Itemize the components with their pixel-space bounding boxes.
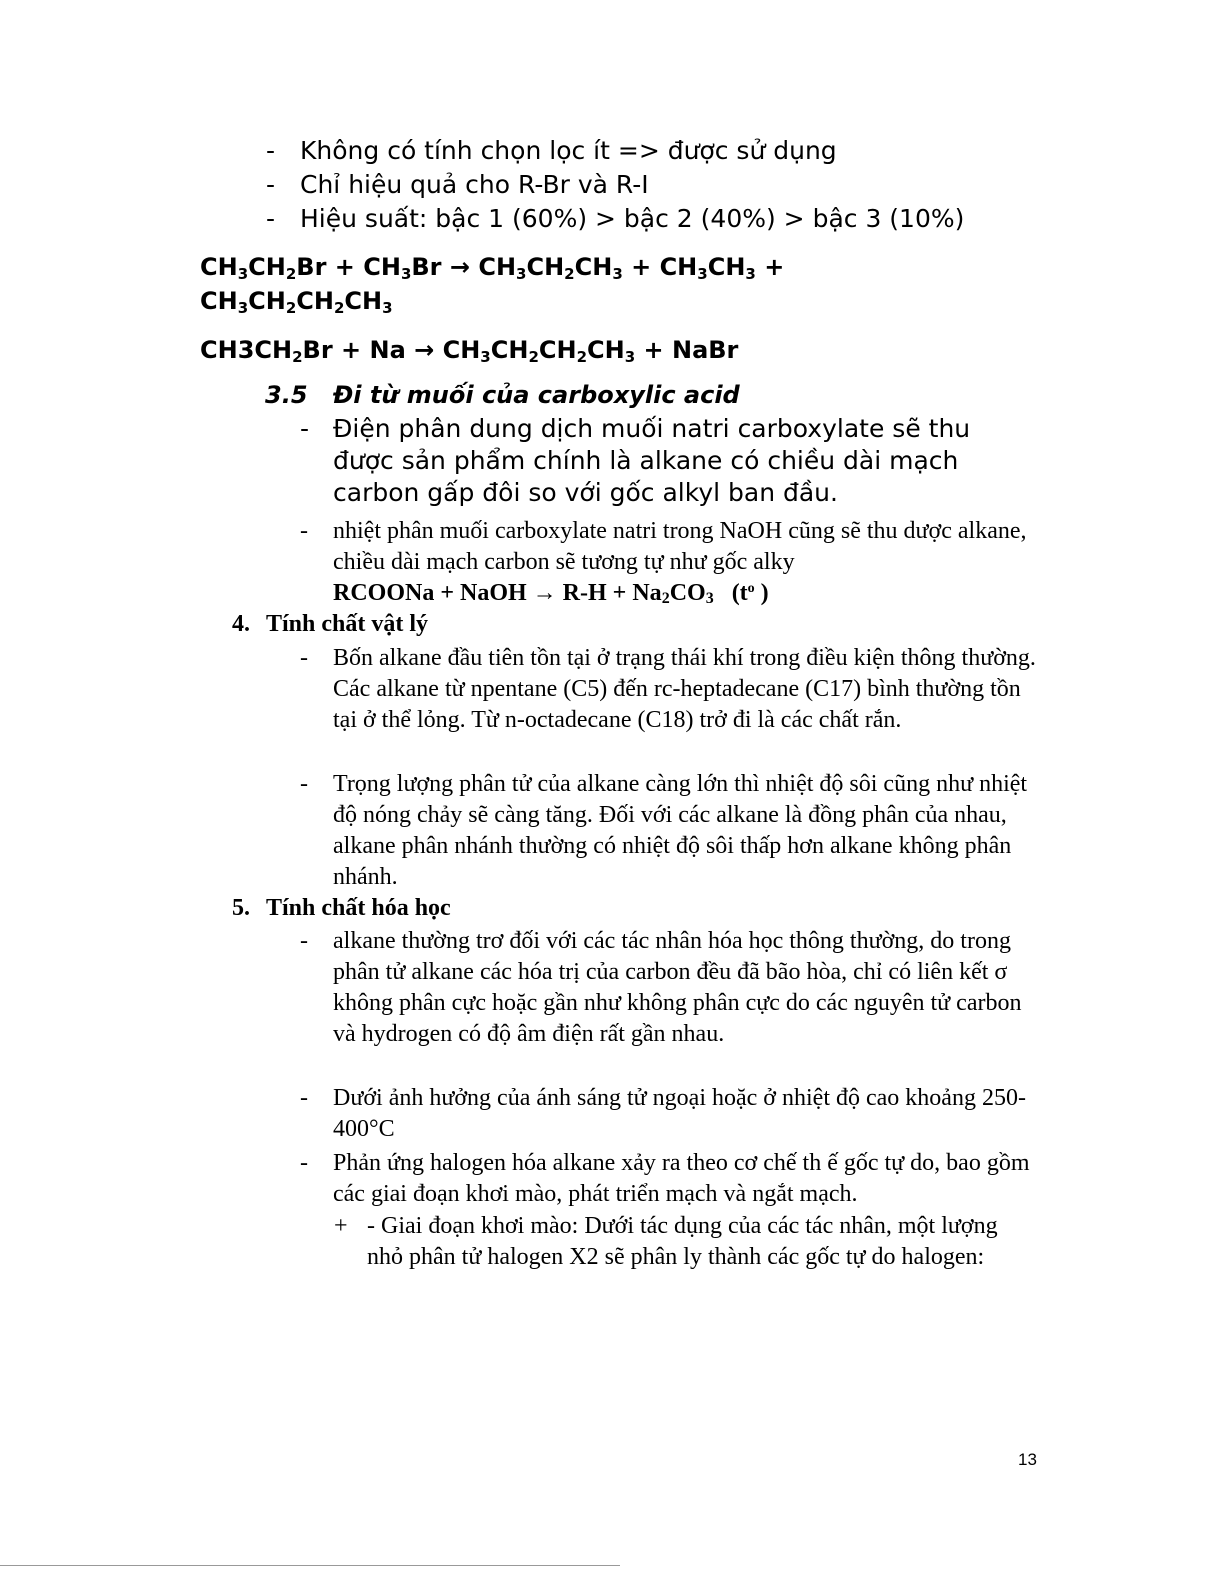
reaction-formula: RCOONa + NaOH → $R-H + Na_2CO_3$ ($t^o$ ) bbox=[333, 580, 769, 607]
section-heading-5 bbox=[232, 893, 451, 924]
section-title: Tính chất hóa học bbox=[266, 895, 451, 921]
list-item-text: Điện phân dung dịch muối natri carboxylate sẽ thu được sản phẩm chính là alkane có chiều dài mạch carbon gấp đôi so với gốc alkyl ban đầu. bbox=[333, 414, 971, 507]
list-item-text: Phản ứng halogen hóa alkane xảy ra theo cơ chế th ế gốc tự do, bao gồm các giai đoạn khơi mào, phát triển mạch và ngắt mạch. bbox=[333, 1150, 1030, 1207]
list-item-text: alkane thường trơ đối với các tác nhân hóa học thông thường, do trong phân tử alkane các hóa trị của carbon đều đã bão hòa, chỉ có liên kết σ không phân cực hoặc gần như không phân cực do các nguyên tử carbon và hydrogen có độ âm điện rất gần nhau. bbox=[333, 928, 1022, 1047]
list-item bbox=[300, 1148, 1040, 1210]
list-item-text: nhiệt phân muối carboxylate natri trong NaOH cũng sẽ thu dược alkane, chiều dài mạch carbon sẽ tương tự như gốc alky bbox=[333, 518, 1027, 575]
list-item bbox=[300, 643, 1040, 736]
equation-line-2: $CH_3CH_2CH_2CH_3$ bbox=[200, 287, 393, 317]
section-title: Đi từ muối của carboxylic acid bbox=[333, 381, 740, 409]
equation-wurtz-mixed bbox=[200, 250, 1020, 318]
bottom-divider bbox=[0, 1565, 620, 1566]
list-item bbox=[300, 1083, 1040, 1145]
list-item bbox=[300, 516, 1040, 578]
section-heading-4 bbox=[232, 609, 428, 640]
section-title: Tính chất vật lý bbox=[266, 611, 429, 637]
list-item bbox=[266, 168, 1066, 202]
equation-wurtz-na: $CH3CH_2Br + Na \to CH_3CH_2CH_2CH_3$ + NaBr bbox=[200, 336, 739, 366]
list-item bbox=[300, 413, 1020, 509]
list-item bbox=[300, 926, 1040, 1050]
sub-list-item bbox=[334, 1211, 1034, 1273]
list-item-text: Dưới ảnh hưởng của ánh sáng tử ngoại hoặc ở nhiệt độ cao khoảng 250-400°C bbox=[333, 1085, 1026, 1142]
section-number: 3.5 bbox=[265, 381, 308, 409]
list-item-text: Bốn alkane đầu tiên tồn tại ở trạng thái khí trong điều kiện thông thường. Các alkane từ npentane (C5) đến rc-heptadecane (C17) bình thường tồn tại ở thể lỏng. Từ n-octadecane (C18) trở đi là các chất rắn. bbox=[333, 645, 1036, 733]
bullet-dash: - bbox=[300, 928, 308, 954]
bullet-dash: - bbox=[300, 414, 310, 443]
bullet-dash: - bbox=[300, 1085, 308, 1111]
bullet-dash: - bbox=[300, 1150, 308, 1176]
bullet-dash: - bbox=[266, 170, 276, 199]
list-item bbox=[300, 769, 1040, 893]
list-item-text: Hiệu suất: bậc 1 (60%) > bậc 2 (40%) > bậc 3 (10%) bbox=[300, 204, 965, 233]
list-item-text: Trọng lượng phân tử của alkane càng lớn thì nhiệt độ sôi cũng như nhiệt độ nóng chảy sẽ càng tăng. Đối với các alkane là đồng phân của nhau, alkane phân nhánh thường có nhiệt độ sôi thấp hơn alkane không phân nhánh. bbox=[333, 771, 1028, 890]
equation-line-1: $CH_3CH_2Br + CH_3Br \to CH_3CH_2CH_3 + CH_3CH_3$ + bbox=[200, 253, 785, 283]
page-number: 13 bbox=[1018, 1450, 1037, 1469]
list-item bbox=[266, 202, 1066, 236]
list-item-text: Chỉ hiệu quả cho R-Br và R-I bbox=[300, 170, 649, 199]
bullet-dash: - bbox=[266, 204, 276, 233]
bullet-dash: - bbox=[266, 136, 276, 165]
section-heading-3-5 bbox=[265, 378, 740, 412]
bullet-dash: - bbox=[300, 771, 308, 797]
list-item-text: Không có tính chọn lọc ít => được sử dụng bbox=[300, 136, 837, 165]
section-number: 4. bbox=[232, 611, 250, 637]
list-item bbox=[266, 134, 1066, 168]
bullet-plus: + bbox=[334, 1213, 348, 1239]
bullet-dash: - bbox=[300, 645, 308, 671]
bullet-dash: - bbox=[300, 518, 308, 544]
sub-list-item-text: - Giai đoạn khơi mào: Dưới tác dụng của các tác nhân, một lượng nhỏ phân tử halogen X2 sẽ phân ly thành các gốc tự do halogen: bbox=[367, 1213, 998, 1270]
section-number: 5. bbox=[232, 895, 250, 921]
